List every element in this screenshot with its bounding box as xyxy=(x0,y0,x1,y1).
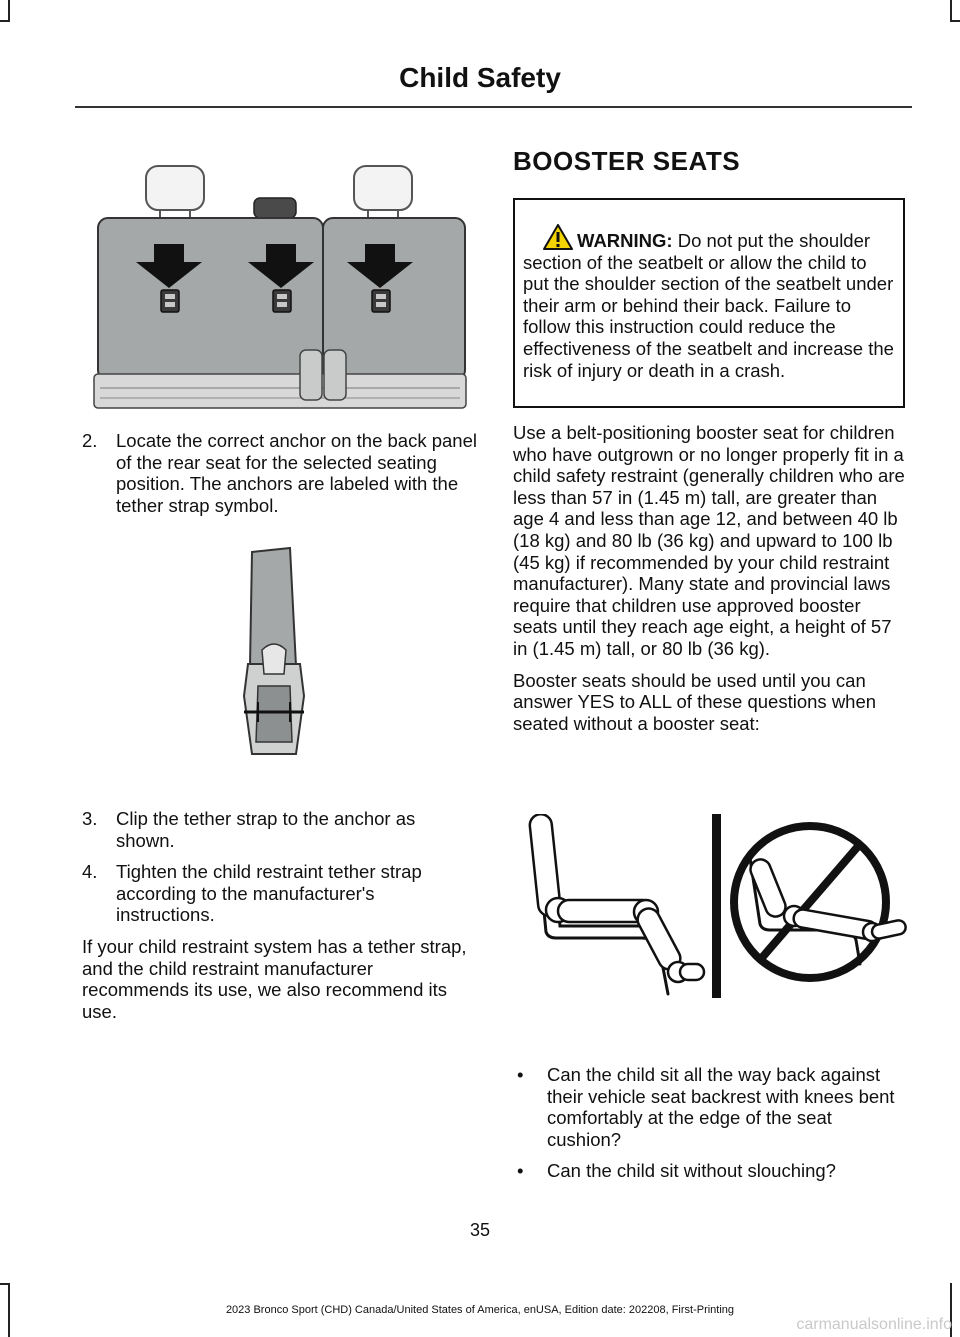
step-3 xyxy=(82,808,478,851)
crop-mark-top-left-v xyxy=(8,0,10,22)
page-number: 35 xyxy=(469,1220,491,1240)
crop-mark-top-right-h xyxy=(950,20,960,22)
booster-paragraph-2: Booster seats should be used until you can answer YES to ALL of these questions when seated without a booster seat: xyxy=(513,669,877,734)
warning-label: WARNING: xyxy=(577,230,673,251)
headrest-left xyxy=(146,166,204,224)
bullet-marker: • xyxy=(517,1064,524,1085)
step-number: 4. xyxy=(82,861,98,883)
section-heading: BOOSTER SEATS xyxy=(513,146,741,176)
warning-text: Do not put the shoulder section of the seatbelt or allow the child to put the shoulder section of the seatbelt under their arm or behind their back. Failure to follow this instruction could reduce the effectiveness of the seatbelt and increase the risk of injury or death in a crash. xyxy=(523,230,894,381)
crop-mark-bottom-left-h xyxy=(0,1283,10,1285)
seat-frame xyxy=(94,374,466,408)
page-title: Child Safety xyxy=(399,62,561,93)
booster-paragraph-1: Use a belt-positioning booster seat for children who have outgrown or no longer properly fit in a child safety restraint (generally children who are less than 57 in (1.45 m) tall, are greater than age 4 and less than age 12, and between 40 lb (18 kg) and 80 lb (36 kg) and upward to 100 lb (45 kg) if recommended by your child restraint manufacturer). Many state and provincial laws require that children use approved booster seats until they reach age eight, a height of 57 in (1.45 m) tall, or 80 lb (36 kg). xyxy=(513,422,905,659)
step-text: Tighten the child restraint tether strap according to the manufacturer's instructions. xyxy=(116,861,422,926)
bullet-item xyxy=(513,1064,907,1150)
watermark[interactable]: carmanualsonline.info xyxy=(796,1316,952,1333)
step-number: 3. xyxy=(82,808,98,829)
booster-posture-figure xyxy=(522,814,912,1000)
header-divider xyxy=(75,106,912,108)
headrest-right xyxy=(354,166,412,224)
footer-text: 2023 Bronco Sport (CHD) Canada/United States of America, enUSA, Edition date: 202208, First-Printing xyxy=(225,1304,735,1316)
step-text: Clip the tether strap to the anchor as shown. xyxy=(116,808,416,851)
step-text: Locate the correct anchor on the back panel of the rear seat for the selected seating position. The anchors are labeled with the tether strap symbol. xyxy=(116,430,477,516)
headrest-center xyxy=(254,198,296,218)
bullet-item xyxy=(513,1160,907,1182)
warning-triangle-icon xyxy=(543,224,573,250)
warning-box xyxy=(513,198,905,408)
tether-paragraph: If your child restraint system has a tether strap, and the child restraint manufacturer recommends its use, we also recommend its use. xyxy=(82,935,467,1022)
comparison-divider xyxy=(712,814,721,998)
step-4 xyxy=(82,861,478,926)
rear-seat-anchors-figure xyxy=(88,162,473,414)
tether-strap-clip-figure xyxy=(238,546,310,760)
crop-mark-top-right-v xyxy=(950,0,952,22)
step-number: 2. xyxy=(82,430,98,451)
bullet-text: Can the child sit without slouching? xyxy=(547,1160,836,1182)
crop-mark-top-left-h xyxy=(0,20,10,22)
step-2 xyxy=(82,430,478,516)
bullet-marker: • xyxy=(517,1160,524,1182)
bullet-text: Can the child sit all the way back against their vehicle seat backrest with knees bent comfortably at the edge of the seat cushion? xyxy=(547,1064,895,1150)
